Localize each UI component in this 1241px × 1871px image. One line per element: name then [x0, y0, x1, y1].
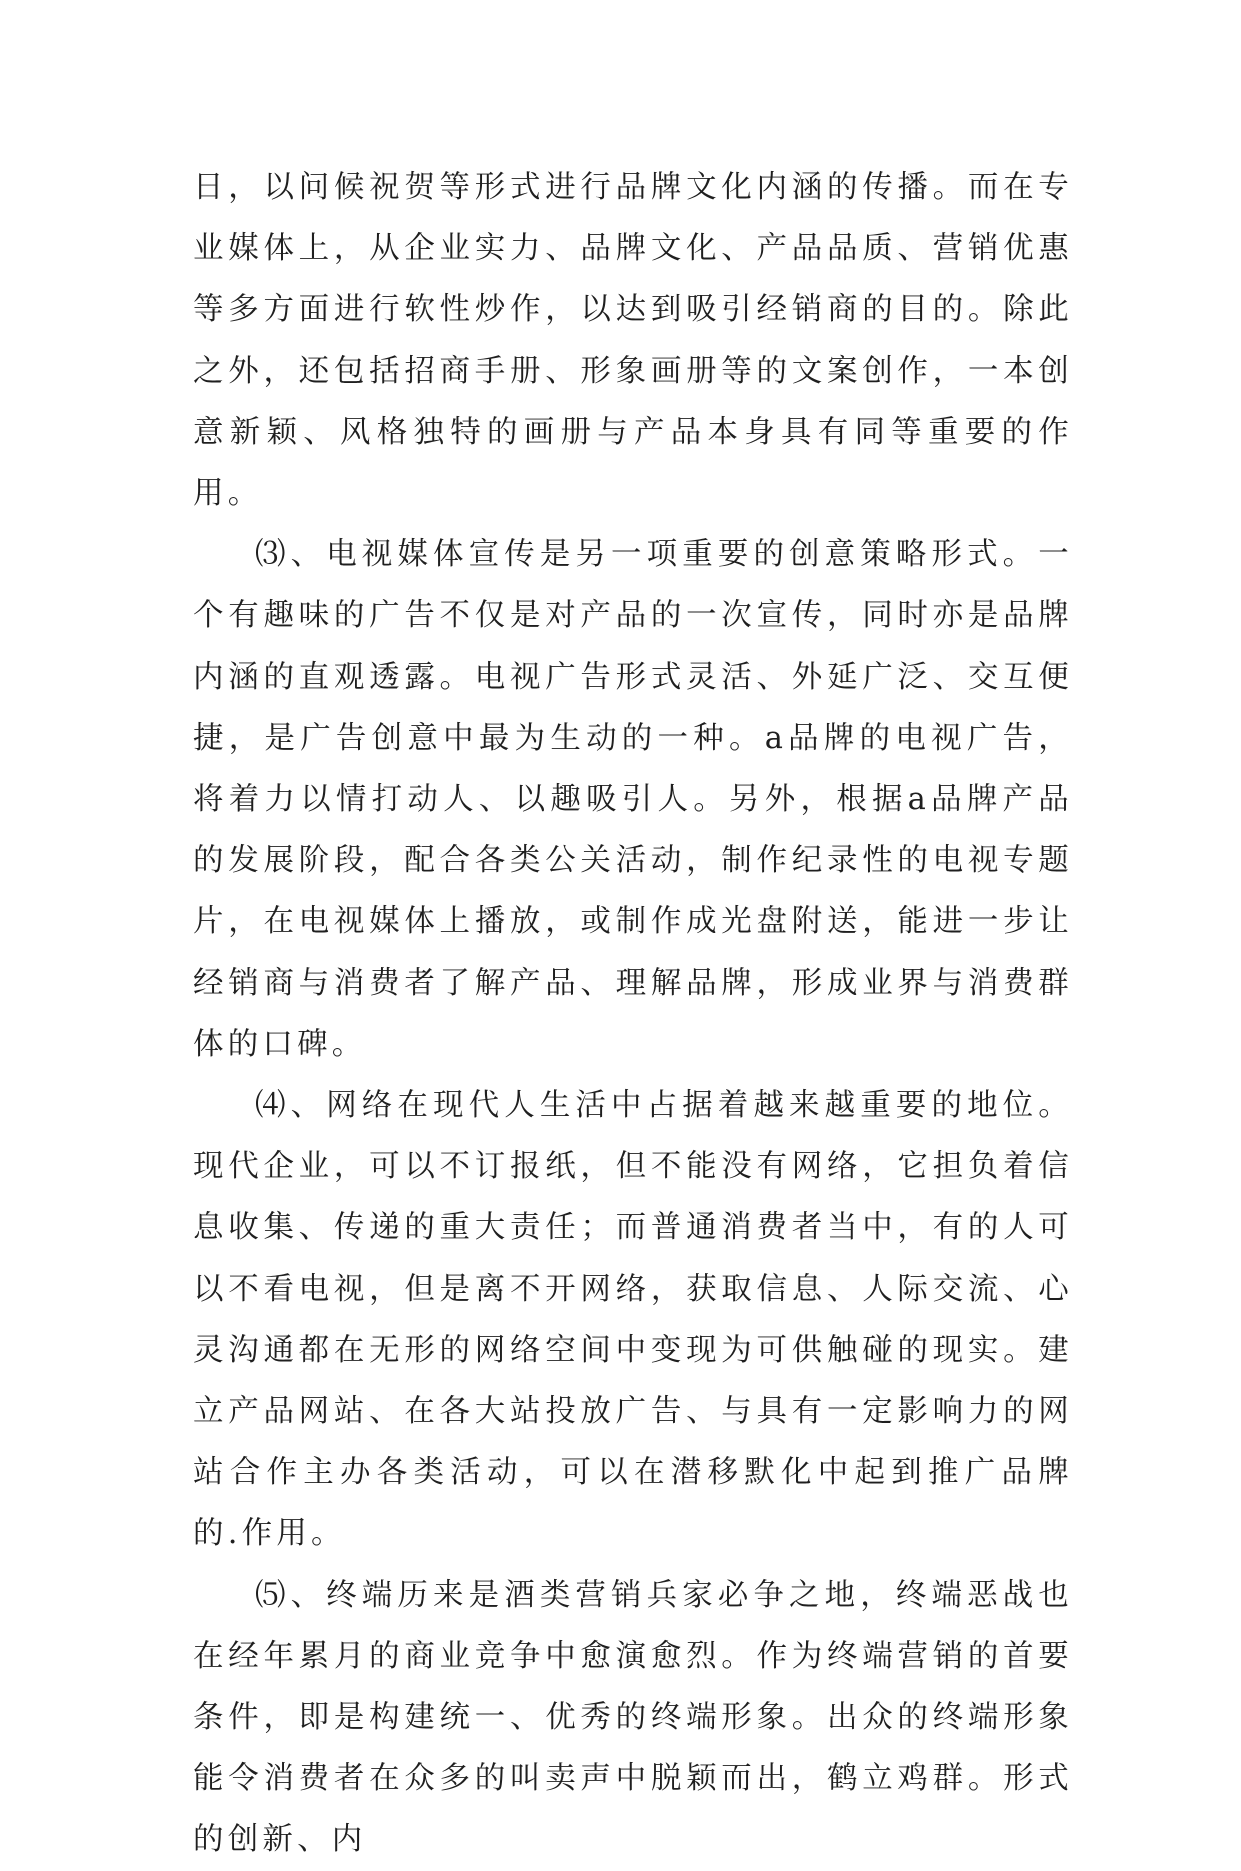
paragraph-network: ⑷、网络在现代人生活中占据着越来越重要的地位。现代企业，可以不订报纸，但不能没有网络，它担负着信息收集、传递的重大责任；而普通消费者当中，有的人可以不看电视，但是离不开网络，获取信息、人际交流、心灵沟通都在无形的网络空间中变现为可供触碰的现实。建立产品网站、在各大站投放广告、与具有一定影响力的网站合作主办各类活动，可以在潜移默化中起到推广品牌的.作用。: [193, 1088, 1073, 1552]
document-body: [193, 157, 1073, 1871]
paragraph-continuation: 日，以问候祝贺等形式进行品牌文化内涵的传播。而在专业媒体上，从企业实力、品牌文化、产品品质、营销优惠等多方面进行软性炒作，以达到吸引经销商的目的。除此之外，还包括招商手册、形象画册等的文案创作，一本创意新颖、风格独特的画册与产品本身具有同等重要的作用。: [193, 170, 1073, 512]
paragraph-terminal: ⑸、终端历来是酒类营销兵家必争之地，终端恶战也在经年累月的商业竞争中愈演愈烈。作为终端营销的首要条件，即是构建统一、优秀的终端形象。出众的终端形象能令消费者在众多的叫卖声中脱颖而出，鹤立鸡群。形式的创新、内: [193, 1577, 1073, 1858]
paragraph-tv-media: ⑶、电视媒体宣传是另一项重要的创意策略形式。一个有趣味的广告不仅是对产品的一次宣传，同时亦是品牌内涵的直观透露。电视广告形式灵活、外延广泛、交互便捷，是广告创意中最为生动的一种。a品牌的电视广告，将着力以情打动人、以趣吸引人。另外，根据a品牌产品的发展阶段，配合各类公关活动，制作纪录性的电视专题片，在电视媒体上播放，或制作成光盘附送，能进一步让经销商与消费者了解产品、理解品牌，形成业界与消费群体的口碑。: [193, 537, 1073, 1062]
